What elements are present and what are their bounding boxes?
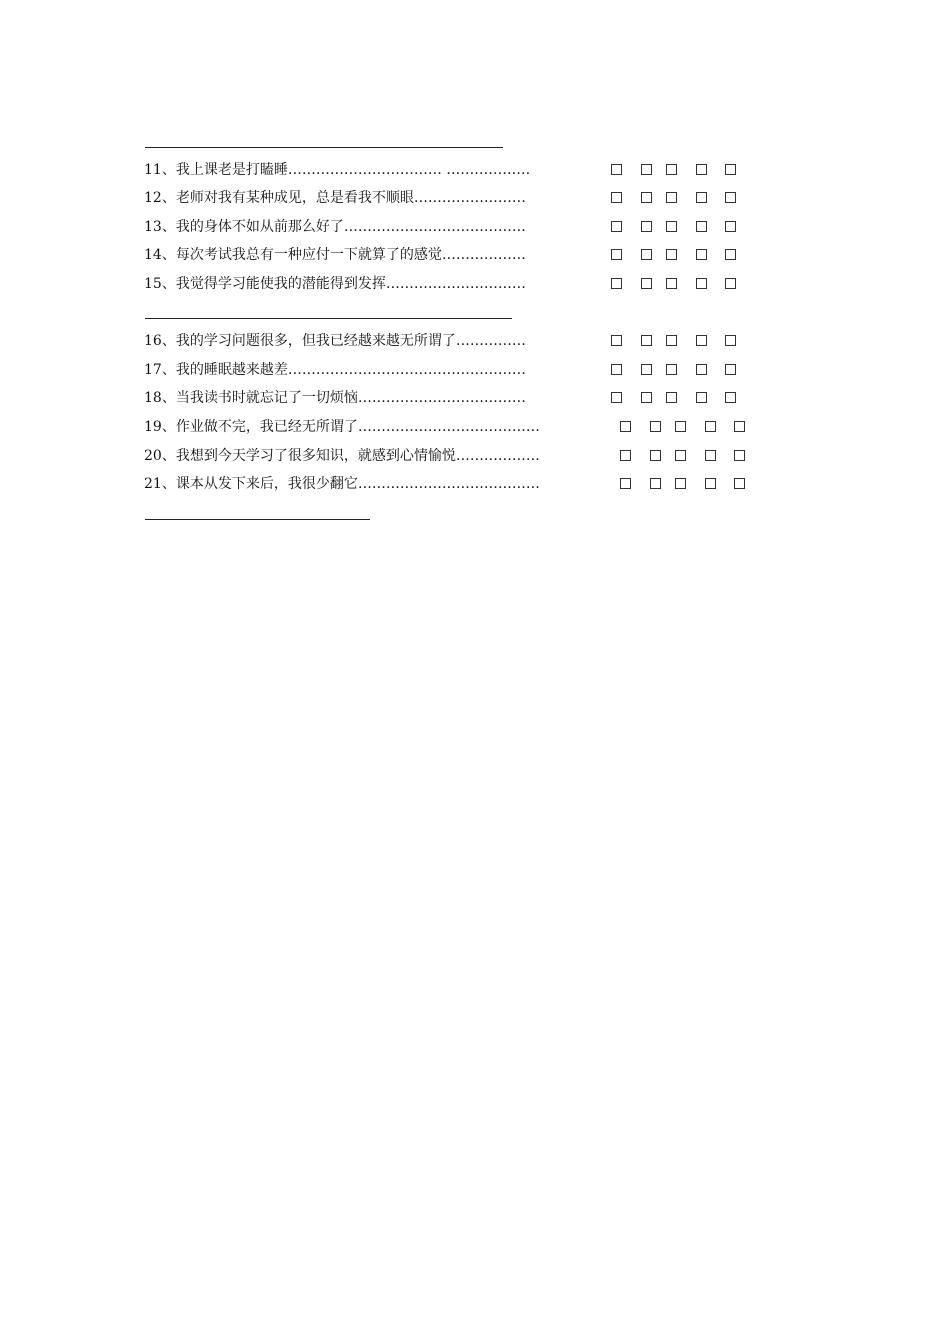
question-text: 17、我的睡眠越来越差…………………………………………… xyxy=(144,362,526,378)
question-text: 12、老师对我有某种成见，总是看我不顺眼…………………… xyxy=(144,190,526,206)
answer-checkbox-4[interactable] xyxy=(696,249,707,260)
answer-checkbox-3[interactable] xyxy=(675,478,686,489)
question-row-15 xyxy=(144,270,784,298)
answer-checkbox-5[interactable] xyxy=(734,478,745,489)
answer-checkbox-1[interactable] xyxy=(611,164,622,175)
answer-checkbox-4[interactable] xyxy=(696,392,707,403)
answer-checkbox-4[interactable] xyxy=(696,335,707,346)
question-text: 21、课本从发下来后，我很少翻它………………………………… xyxy=(144,476,540,492)
question-row-17 xyxy=(144,356,784,384)
answer-checkbox-1[interactable] xyxy=(620,421,631,432)
section-divider-top xyxy=(145,147,503,148)
answer-checkbox-5[interactable] xyxy=(725,392,736,403)
answer-checkbox-1[interactable] xyxy=(611,392,622,403)
answer-checkbox-4[interactable] xyxy=(696,364,707,375)
answer-checkbox-3[interactable] xyxy=(666,192,677,203)
answer-checkbox-3[interactable] xyxy=(666,164,677,175)
answer-checkbox-5[interactable] xyxy=(725,192,736,203)
answer-checkbox-4[interactable] xyxy=(705,421,716,432)
answer-checkbox-1[interactable] xyxy=(611,335,622,346)
answer-checkbox-2[interactable] xyxy=(641,335,652,346)
question-text: 11、我上课老是打瞌睡…………………………… ……………… xyxy=(144,162,531,178)
answer-checkbox-3[interactable] xyxy=(666,392,677,403)
answer-checkbox-1[interactable] xyxy=(611,278,622,289)
answer-checkbox-5[interactable] xyxy=(725,278,736,289)
answer-checkbox-2[interactable] xyxy=(641,249,652,260)
question-row-19 xyxy=(144,413,784,441)
question-row-14 xyxy=(144,241,784,269)
question-row-20 xyxy=(144,442,784,470)
answer-checkbox-3[interactable] xyxy=(666,335,677,346)
answer-checkbox-1[interactable] xyxy=(611,192,622,203)
question-text: 13、我的身体不如从前那么好了………………………………… xyxy=(144,219,526,235)
question-row-21 xyxy=(144,470,784,498)
answer-checkbox-4[interactable] xyxy=(705,450,716,461)
answer-checkbox-3[interactable] xyxy=(666,364,677,375)
answer-checkbox-2[interactable] xyxy=(641,164,652,175)
answer-checkbox-1[interactable] xyxy=(620,450,631,461)
question-text: 19、作业做不完，我已经无所谓了………………………………… xyxy=(144,419,540,435)
answer-checkbox-5[interactable] xyxy=(725,164,736,175)
answer-checkbox-2[interactable] xyxy=(641,221,652,232)
answer-checkbox-4[interactable] xyxy=(696,221,707,232)
answer-checkbox-2[interactable] xyxy=(641,364,652,375)
answer-checkbox-1[interactable] xyxy=(611,249,622,260)
answer-checkbox-2[interactable] xyxy=(650,478,661,489)
question-text: 14、每次考试我总有一种应付一下就算了的感觉……………… xyxy=(144,247,526,263)
question-row-16 xyxy=(144,327,784,355)
answer-checkbox-1[interactable] xyxy=(620,478,631,489)
answer-checkbox-1[interactable] xyxy=(611,364,622,375)
answer-checkbox-4[interactable] xyxy=(696,192,707,203)
answer-checkbox-4[interactable] xyxy=(705,478,716,489)
answer-checkbox-1[interactable] xyxy=(611,221,622,232)
answer-checkbox-4[interactable] xyxy=(696,278,707,289)
question-text: 16、我的学习问题很多，但我已经越来越无所谓了…………… xyxy=(144,333,526,349)
question-row-12 xyxy=(144,184,784,212)
answer-checkbox-5[interactable] xyxy=(725,335,736,346)
answer-checkbox-3[interactable] xyxy=(675,421,686,432)
answer-checkbox-5[interactable] xyxy=(734,450,745,461)
answer-checkbox-3[interactable] xyxy=(675,450,686,461)
answer-checkbox-2[interactable] xyxy=(641,192,652,203)
section-divider-middle xyxy=(145,318,512,319)
answer-checkbox-3[interactable] xyxy=(666,249,677,260)
answer-checkbox-2[interactable] xyxy=(650,421,661,432)
answer-checkbox-2[interactable] xyxy=(641,278,652,289)
question-text: 18、当我读书时就忘记了一切烦恼……………………………… xyxy=(144,390,526,406)
answer-checkbox-4[interactable] xyxy=(696,164,707,175)
answer-checkbox-2[interactable] xyxy=(641,392,652,403)
section-divider-bottom xyxy=(145,519,370,520)
answer-checkbox-5[interactable] xyxy=(725,221,736,232)
answer-checkbox-3[interactable] xyxy=(666,221,677,232)
question-text: 15、我觉得学习能使我的潜能得到发挥………………………… xyxy=(144,276,526,292)
answer-checkbox-5[interactable] xyxy=(725,249,736,260)
question-row-13 xyxy=(144,213,784,241)
answer-checkbox-5[interactable] xyxy=(725,364,736,375)
question-row-18 xyxy=(144,384,784,412)
answer-checkbox-5[interactable] xyxy=(734,421,745,432)
question-text: 20、我想到今天学习了很多知识，就感到心情愉悦……………… xyxy=(144,448,540,464)
answer-checkbox-2[interactable] xyxy=(650,450,661,461)
question-row-11 xyxy=(144,156,784,184)
answer-checkbox-3[interactable] xyxy=(666,278,677,289)
